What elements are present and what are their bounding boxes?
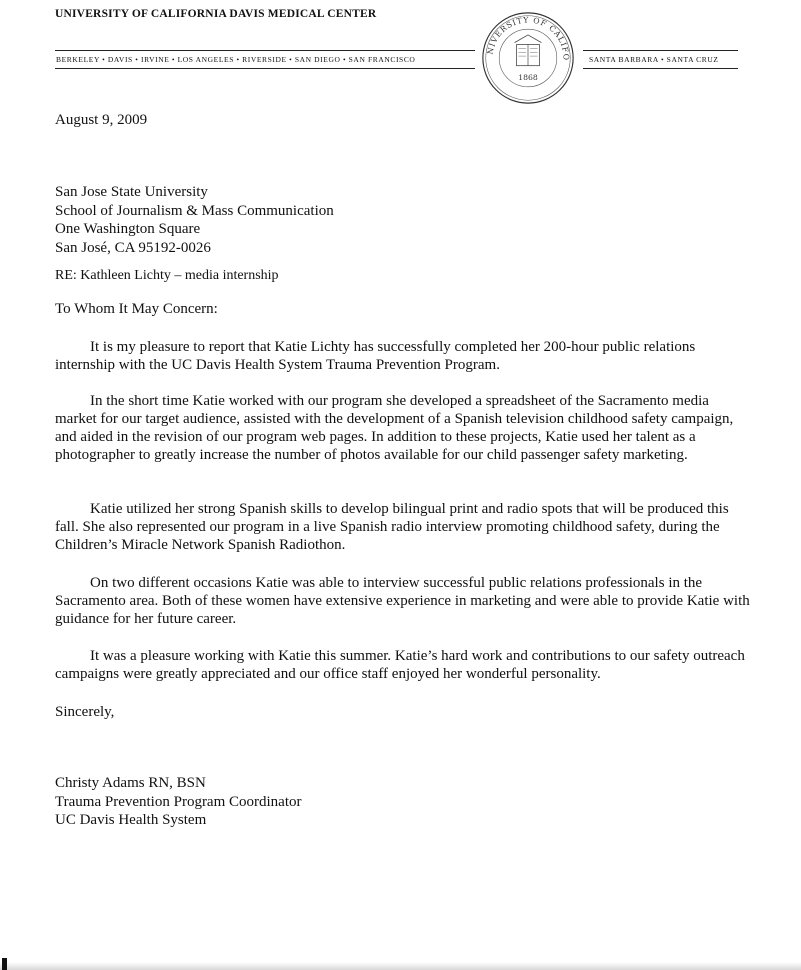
svg-text:THE UNIVERSITY OF CALIFORNIA [480,10,571,61]
letterhead-rule-left-bottom [55,68,475,69]
letterhead-rule-left-top [55,50,475,51]
signer-name: Christy Adams RN, BSN [55,775,206,791]
body-paragraph: In the short time Katie worked with our program she developed a spreadsheet of the Sacramento media market for our target audience, assisted with the development of a Spanish television childhood safety campaign, and aided in the revision of our program web pages. In addition to these projects, Katie used her talent as a photographer to greatly increase the number of photos available for our child passenger safety marketing. [55,393,734,463]
letterhead-institution: UNIVERSITY OF CALIFORNIA DAVIS MEDICAL CENTER [55,8,377,20]
letterhead-rule-right-top [583,50,738,51]
closing: Sincerely, [55,704,115,720]
seal-year: 1868 [518,73,538,83]
letterhead-campuses-left: BERKELEY • DAVIS • IRVINE • LOS ANGELES • RIVERSIDE • SAN DIEGO • SAN FRANCISCO [56,55,416,64]
body-paragraph: Katie utilized her strong Spanish skills to develop bilingual print and radio spots that will be produced this fall. She also represented our program in a live Spanish radio interview promoting childhood safety, during the Children’s Miracle Network Spanish Radiothon. [55,501,729,553]
scan-edge [0,962,801,970]
letterhead-rule-right-bottom [583,68,738,69]
address-line: One Washington Square [55,221,201,237]
signer-organization: UC Davis Health System [55,812,207,828]
letterhead-campuses-right: SANTA BARBARA • SANTA CRUZ [589,55,719,64]
address-line: San José, CA 95192-0026 [55,239,211,256]
body-paragraph: It was a pleasure working with Katie this summer. Katie’s hard work and contributions to our safety outreach campaigns were greatly appreciated and our office staff enjoyed her wonderful personality. [55,648,745,682]
scan-mark [2,958,7,970]
subject-line: RE: Kathleen Lichty – media internship [55,268,279,283]
salutation: To Whom It May Concern: [55,301,218,317]
address-line: San Jose State University [55,184,208,200]
letter-date: August 9, 2009 [55,112,148,128]
recipient-address [55,183,334,257]
university-seal-icon [480,10,576,106]
seal-text: NIVERSITY OF CALIFO [485,15,571,62]
address-line: School of Journalism & Mass Communication [55,202,334,219]
signer-title: Trauma Prevention Program Coordinator [55,793,302,810]
body-paragraph: It is my pleasure to report that Katie Lichty has successfully completed her 200-hour public relations internship with the UC Davis Health System Trauma Prevention Program. [55,339,696,373]
body-paragraph: On two different occasions Katie was able to interview successful public relations professionals in the Sacramento area. Both of these women have extensive experience in marketing and were able to provide Katie with guidance for her future career. [55,575,750,627]
signature-block [55,774,302,830]
